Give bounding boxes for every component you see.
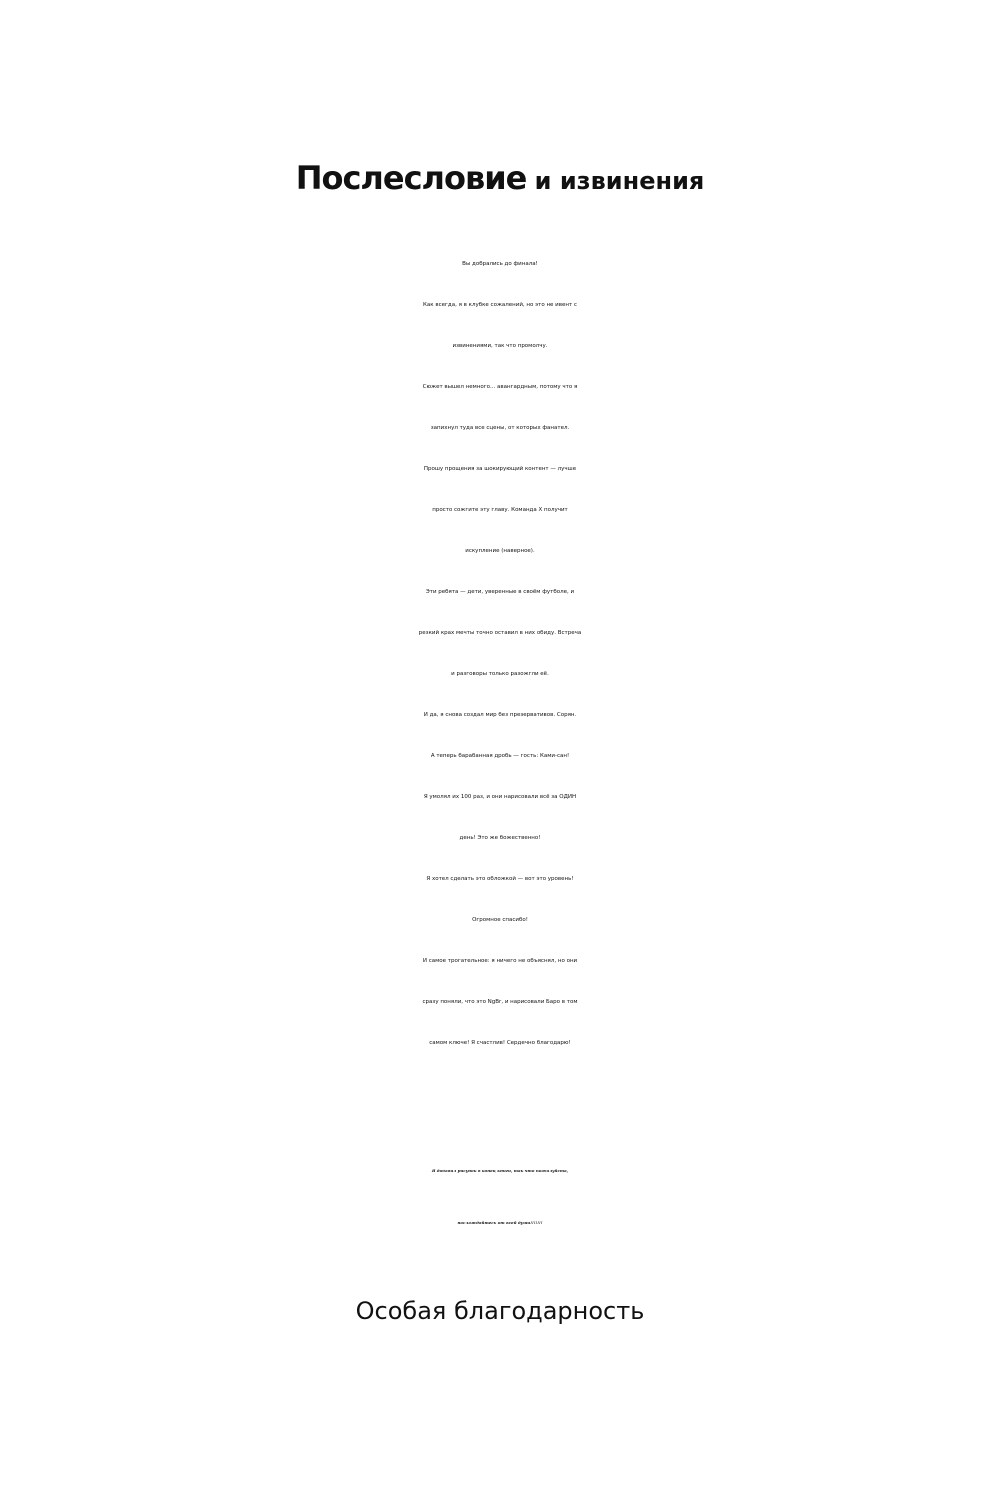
body-line: Огромное спасибо! xyxy=(472,917,528,923)
body-line: самом ключе! Я счастлив! Сердечно благодарю! xyxy=(429,1040,571,1046)
body-line: сразу поняли, что это NgBr, и нарисовали Баро в том xyxy=(422,999,578,1005)
body-line: Я хотел сделать это обложкой — вот это уровень! xyxy=(426,876,574,882)
title-rest: и извинения xyxy=(526,167,705,195)
body-line: резкий крах мечты точно оставил в них обиду. Встреча xyxy=(418,630,582,636)
body-line: И самое трогательное: я ничего не объяснял, но они xyxy=(422,958,578,964)
body-line: Как всегда, я в клубке сожалений, но это не ивент с xyxy=(423,302,577,308)
body-line: Эти ребята — дети, уверенные в своём футболе, и xyxy=(425,589,575,595)
body-line: искупление (наверное). xyxy=(465,548,535,554)
body-line: И да, я снова создал мир без презервативов. Сорян. xyxy=(423,712,577,718)
body-line: Сюжет вышел немного... авангардным, потому что я xyxy=(422,384,578,390)
body-line: А теперь барабанная дробь — гость: Ками-сан! xyxy=(430,753,570,759)
bonus-drawing-note xyxy=(0,1148,1000,1252)
title-main: Послесловие xyxy=(295,159,527,197)
body-line: день! Это же божественно! xyxy=(459,835,541,841)
body-line: и разговоры только разожгли её. xyxy=(451,671,549,677)
body-line: просто сожгите эту главу. Команда X получит xyxy=(432,507,568,513)
page-title xyxy=(0,138,1000,225)
body-line: Вы добрались до финала! xyxy=(462,261,538,267)
afterword-body xyxy=(0,244,1000,1064)
body-line: извинениями, так что промолчу. xyxy=(452,343,548,349)
body-line: Прошу прощения за шокирующий контент — лучше xyxy=(423,466,577,472)
note-line: наслаждайтесь от всей души!!!!!!! xyxy=(457,1220,543,1225)
note-line: Я добавил рисунок в конец книги, так что пожалуйста, xyxy=(431,1168,569,1173)
body-line: запихнул туда все сцены, от которых фанател. xyxy=(430,425,570,431)
body-line: Я умолял их 100 раз, и они нарисовали всё за ОДИН xyxy=(423,794,577,800)
special-thanks-heading: Особая благодарность xyxy=(355,1297,645,1325)
